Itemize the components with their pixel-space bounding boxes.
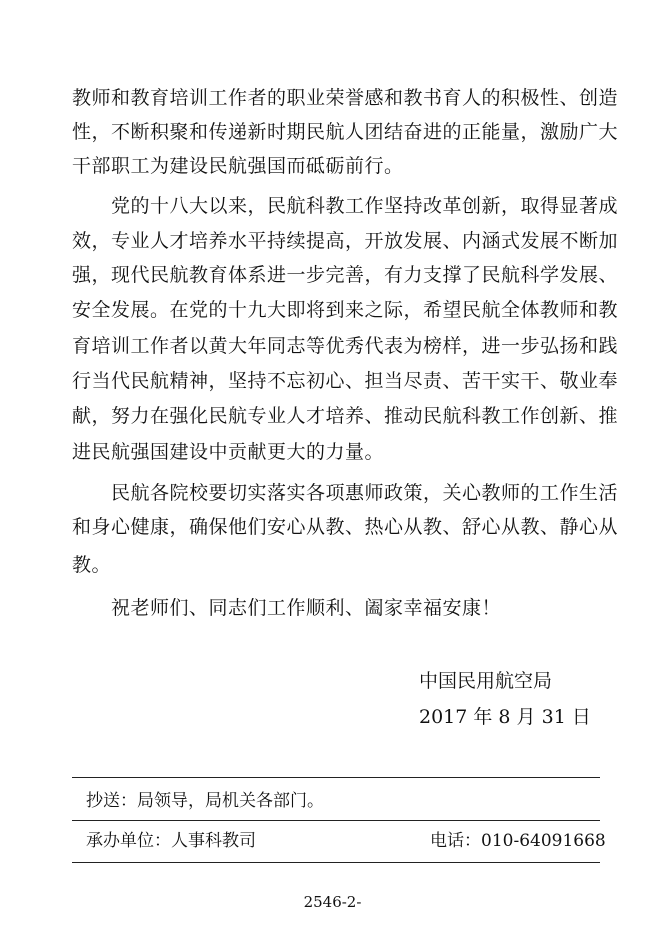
body-line: 强，现代民航教育体系进一步完善，有力支撑了民航科学发展、	[72, 264, 619, 286]
body-line: 教师和教育培训工作者的职业荣誉感和教书育人的积极性、创造	[72, 87, 619, 109]
issue-date: 2017 年 8 月 31 日	[419, 706, 591, 728]
footer-middle-rule	[72, 820, 600, 821]
body-line: 育培训工作者以黄大年同志等优秀代表为榜样，进一步弘扬和践	[72, 335, 619, 357]
issuing-organization: 中国民用航空局	[419, 670, 553, 692]
body-line: 教。	[72, 554, 112, 576]
handling-unit: 承办单位：人事科教司	[86, 831, 256, 851]
footer-bottom-rule	[72, 862, 600, 863]
cc-recipients: 抄送：局领导，局机关各部门。	[86, 791, 324, 811]
body-line: 干部职工为建设民航强国而砥砺前行。	[72, 155, 404, 177]
body-line: 祝老师们、同志们工作顺利、阖家幸福安康！	[72, 597, 502, 619]
body-line: 性，不断积聚和传递新时期民航人团结奋进的正能量，激励广大	[72, 121, 619, 143]
body-line: 进民航强国建设中贡献更大的力量。	[72, 441, 385, 463]
page-number: 2546-2-	[303, 893, 362, 911]
contact-phone: 电话：010-64091668	[430, 831, 606, 851]
body-line: 安全发展。在党的十九大即将到来之际，希望民航全体教师和教	[72, 299, 619, 321]
footer-top-rule	[72, 777, 600, 778]
body-line: 党的十八大以来，民航科教工作坚持改革创新，取得显著成	[72, 195, 619, 217]
body-line: 效，专业人才培养水平持续提高，开放发展、内涵式发展不断加	[72, 230, 619, 252]
body-line: 献，努力在强化民航专业人才培养、推动民航科教工作创新、推	[72, 405, 619, 427]
body-line: 和身心健康，确保他们安心从教、热心从教、舒心从教、静心从	[72, 516, 619, 538]
body-line: 行当代民航精神，坚持不忘初心、担当尽责、苦干实干、敬业奉	[72, 370, 619, 392]
body-line: 民航各院校要切实落实各项惠师政策，关心教师的工作生活	[72, 482, 619, 504]
